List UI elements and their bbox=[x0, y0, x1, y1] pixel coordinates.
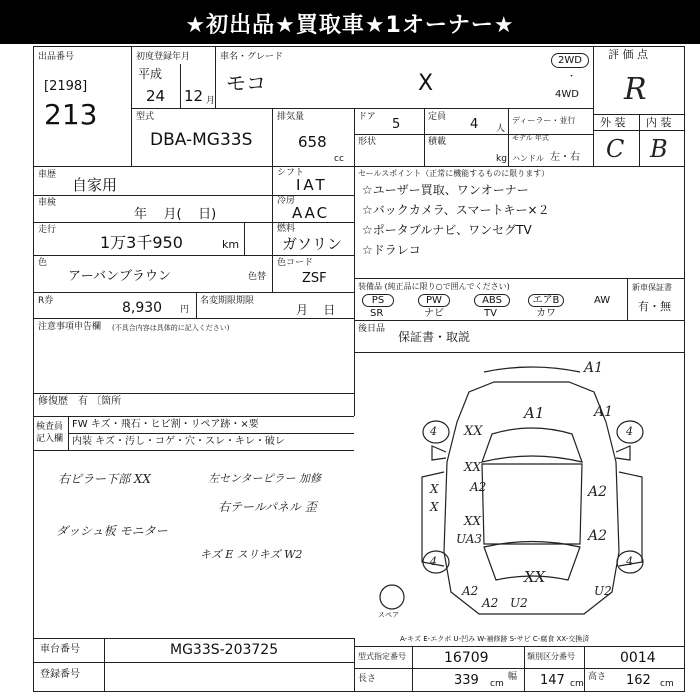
recycle-value: 8,930 bbox=[122, 300, 163, 316]
windshield bbox=[482, 428, 582, 462]
chassis-label: 車台番号 bbox=[40, 644, 80, 655]
model-value: DBA-MG33S bbox=[150, 130, 253, 150]
new-warranty-label: 新車保証書 bbox=[632, 283, 672, 292]
doors-value: 5 bbox=[392, 117, 401, 132]
tire-fr-tread: 4 bbox=[626, 425, 633, 438]
equip-pw: PW bbox=[418, 294, 450, 307]
mileage-unit: km bbox=[222, 238, 240, 251]
mark-a1-top: A1 bbox=[584, 360, 604, 376]
color-label: 色 bbox=[38, 258, 48, 268]
length-unit: cm bbox=[490, 679, 504, 689]
handwritten-note-3: 右テールパネル 歪 bbox=[218, 500, 317, 514]
length-label: 長さ bbox=[358, 674, 377, 684]
width-label-shown: 幅 bbox=[508, 672, 518, 682]
inspector-row-2: 内装 キズ・汚し・コゲ・穴・スレ・キレ・破レ bbox=[72, 436, 285, 447]
mark-xx-front-left: XX bbox=[464, 424, 483, 439]
mark-a2-rear-left: A2 bbox=[462, 584, 479, 598]
spare-tire bbox=[380, 585, 404, 609]
height-label: 高さ bbox=[588, 672, 607, 682]
notes-label: 注意事項申告欄 bbox=[38, 322, 102, 332]
color-value: アーバンブラウン bbox=[68, 269, 171, 284]
lot-number: 213 bbox=[44, 98, 98, 131]
equip-ps: PS bbox=[362, 294, 394, 307]
type-no-value: 16709 bbox=[444, 650, 489, 666]
type-no-label: 型式指定番号 bbox=[358, 652, 406, 661]
mark-xx-left-1: XX bbox=[464, 460, 482, 474]
recycle-unit: 円 bbox=[180, 305, 190, 315]
exterior-score: C bbox=[606, 135, 625, 163]
mark-x-side-1: X bbox=[430, 482, 439, 496]
model-year-label: モデル 年式 bbox=[512, 134, 549, 142]
damage-legend: A-キズ E-エクボ U-凹み W-補修跡 S-サビ C-腐食 XX-交換済 bbox=[400, 635, 590, 643]
color-code: ZSF bbox=[302, 271, 327, 286]
car-damage-diagram bbox=[354, 352, 685, 636]
accessories-value: 保証書・取説 bbox=[398, 330, 471, 344]
capacity-label: 定員 bbox=[428, 112, 447, 122]
mark-a2-rear: A2 bbox=[482, 596, 499, 610]
notes-sub: (不具合内容は具体的に記入ください) bbox=[112, 324, 230, 332]
equip-aw: AW bbox=[594, 295, 611, 306]
handwritten-note-1: 右ピラー下部 XX bbox=[58, 472, 151, 486]
shift-label: シフト bbox=[277, 168, 305, 178]
height-unit: cm bbox=[660, 679, 674, 689]
tire-fl-tread: 4 bbox=[430, 425, 437, 438]
drive-dot: ・ bbox=[567, 72, 577, 82]
tire-rl-tread: 4 bbox=[430, 555, 437, 568]
sales-point-1: ☆ユーザー買取、ワンオーナー bbox=[362, 183, 529, 197]
reg-no-label: 登録番号 bbox=[40, 669, 80, 680]
width-value: 147 bbox=[540, 673, 565, 688]
category-value: 0014 bbox=[620, 650, 656, 666]
history-value: 自家用 bbox=[72, 176, 118, 194]
car-grade: X bbox=[418, 71, 434, 96]
equip-abs: ABS bbox=[474, 294, 510, 307]
handwritten-note-5: キズ E スリキズ W2 bbox=[200, 548, 303, 561]
right-side-panel bbox=[619, 472, 642, 566]
lot-sub-number: [2198] bbox=[44, 79, 88, 94]
car-name: モコ bbox=[226, 71, 266, 95]
repair-label: 修復歴 bbox=[38, 396, 68, 407]
interior-label: 内 装 bbox=[646, 116, 672, 129]
color-change-label: 色替 bbox=[248, 272, 267, 282]
new-warranty-value: 有・無 bbox=[638, 300, 671, 313]
sales-point-4: ☆ドラレコ bbox=[362, 243, 421, 257]
handle-options: 左・右 bbox=[550, 152, 580, 163]
equip-tv: TV bbox=[484, 308, 497, 319]
handle-label: ハンドル bbox=[512, 154, 544, 163]
aircon-label: 冷房 bbox=[277, 196, 296, 206]
exterior-label: 外 装 bbox=[600, 116, 626, 129]
category-label: 類別区分番号 bbox=[527, 652, 575, 661]
capacity-unit: 人 bbox=[496, 124, 506, 134]
mark-a2-right-2: A2 bbox=[588, 528, 608, 544]
repair-value: 有 〔箇所 bbox=[78, 396, 122, 407]
first-reg-month: 12 bbox=[184, 87, 204, 105]
equip-sr: SR bbox=[370, 308, 384, 319]
length-value: 339 bbox=[454, 673, 479, 688]
sales-point-2: ☆バックカメラ、スマートキー×２ bbox=[362, 203, 550, 217]
aircon-value: AAC bbox=[292, 204, 330, 222]
lot-label: 出品番号 bbox=[38, 52, 75, 62]
sales-points-label: セールスポイント（正常に機能するものに限ります） bbox=[358, 169, 550, 178]
transfer-label: 名変期限期限 bbox=[200, 296, 255, 306]
first-reg-year: 24 bbox=[146, 87, 166, 105]
inspector-label-1: 検査員 bbox=[36, 422, 64, 432]
equip-navi: ナビ bbox=[424, 308, 444, 319]
mark-a1-hood: A1 bbox=[524, 404, 545, 422]
spare-label: スペア bbox=[378, 611, 399, 619]
history-label: 車歴 bbox=[38, 170, 57, 180]
accessories-label: 後日品 bbox=[358, 324, 386, 334]
score-label: 評 価 点 bbox=[608, 48, 648, 61]
chassis-value: MG33S-203725 bbox=[170, 642, 279, 658]
mark-xx-left-2: XX bbox=[464, 514, 482, 528]
sales-point-3: ☆ポータブルナビ、ワンセグTV bbox=[362, 223, 532, 237]
equip-airbag: エアB bbox=[528, 294, 564, 307]
transfer-value: 月 日 bbox=[296, 303, 336, 317]
fuel-label: 燃料 bbox=[277, 224, 296, 234]
mileage-label: 走行 bbox=[38, 225, 57, 235]
first-reg-month-unit: 月 bbox=[206, 96, 216, 106]
shape-label: 形状 bbox=[358, 137, 377, 147]
color-code-label: 色コード bbox=[277, 258, 314, 268]
handwritten-note-4: ダッシュ板 モニター bbox=[56, 524, 168, 538]
equipment-label: 装備品 (純正品に限り○で囲んでください) bbox=[358, 282, 510, 291]
handwritten-note-2: 左センターピラー 加修 bbox=[208, 472, 322, 485]
equip-leather: カワ bbox=[536, 308, 556, 319]
recycle-label: R券 bbox=[38, 296, 54, 306]
drive-4wd: 4WD bbox=[555, 89, 579, 100]
mark-x-side-2: X bbox=[430, 500, 439, 514]
doors-label: ドア bbox=[358, 112, 376, 122]
inspector-label-2: 記入欄 bbox=[36, 434, 64, 444]
displacement-label: 排気量 bbox=[277, 112, 305, 122]
banner-title: ★初出品★買取車★1オーナー★ bbox=[185, 13, 515, 38]
displacement-value: 658 bbox=[298, 133, 327, 151]
mark-u2-right: U2 bbox=[594, 584, 612, 598]
height-value: 162 bbox=[626, 673, 651, 688]
model-label: 型式 bbox=[136, 112, 155, 122]
front-bumper bbox=[484, 367, 580, 372]
score-value: R bbox=[624, 72, 647, 107]
load-label: 積載 bbox=[428, 137, 447, 147]
interior-score: B bbox=[650, 135, 668, 163]
first-reg-era: 平成 bbox=[138, 67, 163, 81]
tire-rr-tread: 4 bbox=[626, 555, 633, 568]
mark-a2-left: A2 bbox=[470, 480, 487, 494]
drive-2wd: 2WD bbox=[551, 53, 589, 68]
fuel-value: ガソリン bbox=[282, 235, 343, 253]
mark-u2-rear: U2 bbox=[510, 596, 528, 610]
first-reg-label: 初度登録年月 bbox=[136, 52, 191, 62]
load-unit: kg bbox=[496, 154, 507, 164]
width-unit: cm bbox=[570, 679, 584, 689]
mark-a2-right-1: A2 bbox=[588, 484, 608, 500]
displacement-unit: cc bbox=[334, 154, 344, 164]
left-mirror bbox=[432, 446, 446, 460]
capacity-value: 4 bbox=[470, 117, 479, 132]
shift-value: IAT bbox=[296, 176, 328, 194]
right-mirror bbox=[616, 446, 630, 460]
mark-a1-right: A1 bbox=[594, 404, 614, 420]
mileage-value: 1万3千950 bbox=[100, 233, 183, 252]
inspection-label: 車検 bbox=[38, 198, 57, 208]
inspection-value: 年 月( 日) bbox=[134, 207, 217, 222]
inspector-row-1: FW キズ・飛石・ヒビ割・リペア跡・×要 bbox=[72, 419, 259, 430]
car-name-label: 車名・グレード bbox=[220, 52, 284, 62]
mark-xx-rear: XX bbox=[524, 568, 546, 586]
dealer-label: ディーラー・並行 bbox=[512, 116, 576, 125]
mark-ua3: UA3 bbox=[456, 532, 483, 546]
roof bbox=[482, 464, 582, 544]
